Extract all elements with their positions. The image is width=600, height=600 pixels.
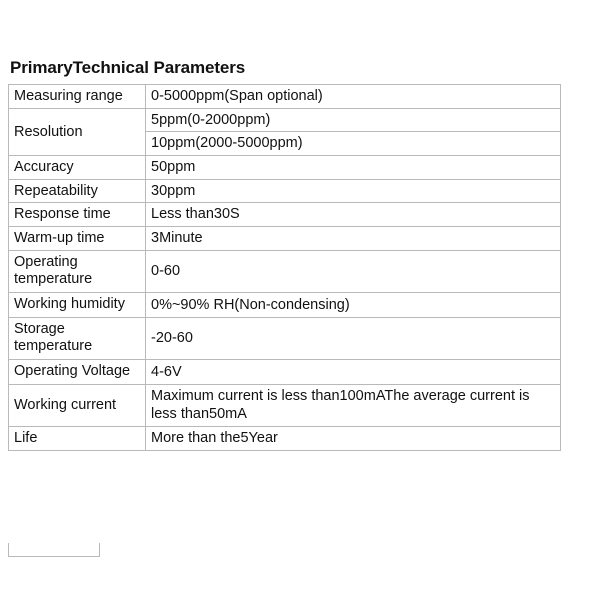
row-value: Maximum current is less than100mAThe average current is less than50mA	[146, 384, 561, 426]
row-value: 50ppm	[146, 156, 561, 180]
row-value: 0-5000ppm(Span optional)	[146, 85, 561, 109]
row-label: Resolution	[9, 108, 146, 155]
row-label: Operating Voltage	[9, 360, 146, 385]
table-row	[9, 227, 561, 251]
page-title: PrimaryTechnical Parameters	[10, 58, 246, 77]
table-continuation-cell	[8, 543, 100, 557]
row-value: 10ppm(2000-5000ppm)	[146, 132, 561, 156]
row-value: -20-60	[146, 317, 561, 359]
table-row	[9, 108, 561, 132]
specification-table	[8, 84, 561, 451]
row-label: Warm-up time	[9, 227, 146, 251]
row-label: Accuracy	[9, 156, 146, 180]
row-label: Operating temperature	[9, 250, 146, 292]
table-row	[9, 427, 561, 451]
row-label: Response time	[9, 203, 146, 227]
row-value: 3Minute	[146, 227, 561, 251]
row-label: Storage temperature	[9, 317, 146, 359]
table-row	[9, 293, 561, 318]
row-label: Working current	[9, 384, 146, 426]
table-row	[9, 85, 561, 109]
table-row	[9, 250, 561, 292]
table-row	[9, 317, 561, 359]
row-label: Working humidity	[9, 293, 146, 318]
row-value: Less than30S	[146, 203, 561, 227]
row-label: Repeatability	[9, 179, 146, 203]
row-value: 5ppm(0-2000ppm)	[146, 108, 561, 132]
table-row	[9, 179, 561, 203]
row-value: More than the5Year	[146, 427, 561, 451]
row-label: Life	[9, 427, 146, 451]
table-row	[9, 156, 561, 180]
row-value: 0-60	[146, 250, 561, 292]
table-row	[9, 203, 561, 227]
row-value: 30ppm	[146, 179, 561, 203]
row-label: Measuring range	[9, 85, 146, 109]
table-row	[9, 360, 561, 385]
row-value: 4-6V	[146, 360, 561, 385]
table-row	[9, 384, 561, 426]
row-value: 0%~90% RH(Non-condensing)	[146, 293, 561, 318]
